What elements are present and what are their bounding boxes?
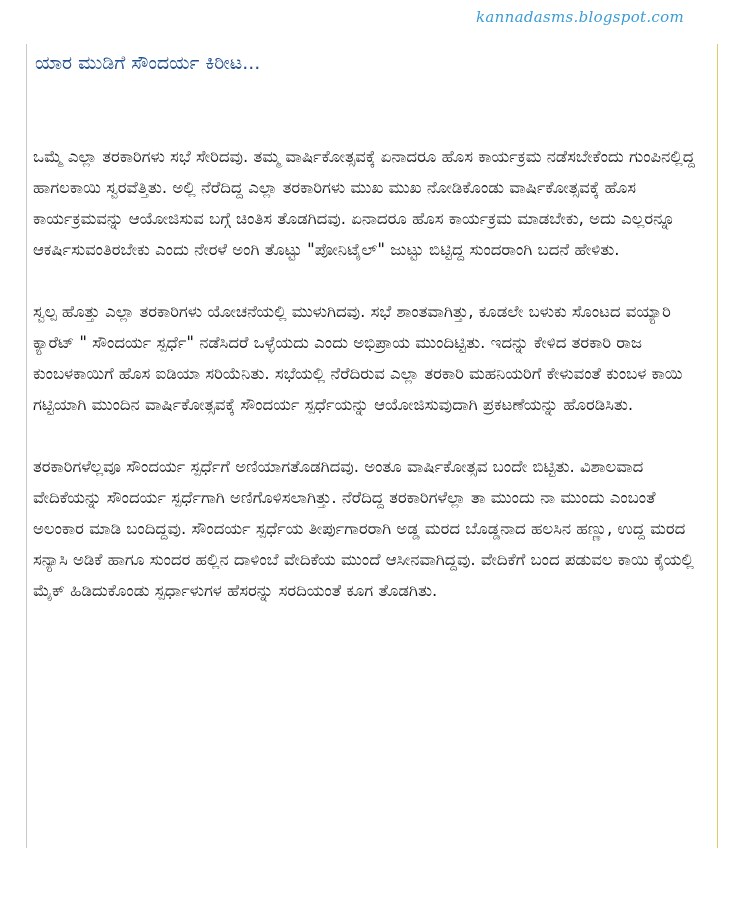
post-container [26, 44, 718, 848]
post-body [33, 141, 709, 637]
post-title: ಯಾರ ಮುಡಿಗೆ ಸೌಂದರ್ಯ ಕಿರೀಟ... [35, 52, 261, 74]
post-paragraph: ಸ್ವಲ್ಪ ಹೊತ್ತು ಎಲ್ಲಾ ತರಕಾರಿಗಳು ಯೋಚನೆಯಲ್ಲಿ ಮುಳುಗಿದವು. ಸಭೆ ಶಾಂತವಾಗಿತ್ತು, ಕೂಡಲೇ ಬಳುಕು ಸೊಂಟದ ವಯ್ಯಾರಿ ಕ್ಯಾರೆಟ್ " ಸೌಂದರ್ಯ ಸ್ಪರ್ಧೆ" ನಡೆಸಿದರೆ ಒಳ್ಳೆಯದು ಎಂದು ಅಭಿಪ್ರಾಯ ಮುಂದಿಟ್ಟಿತು. ಇದನ್ನು ಕೇಳಿದ ತರಕಾರಿ ರಾಜ ಕುಂಬಳಕಾಯಿಗೆ ಹೊಸ ಐಡಿಯಾ ಸರಿಯೆನಿತು. ಸಭೆಯಲ್ಲಿ ನೆರೆದಿರುವ ಎಲ್ಲಾ ತರಕಾರಿ ಮಹನಿಯರಿಗೆ ಕೇಳುವಂತೆ ಕುಂಬಳ ಕಾಯಿ ಗಟ್ಟಿಯಾಗಿ ಮುಂದಿನ ವಾರ್ಷಿಕೋತ್ಸವಕ್ಕೆ ಸೌಂದರ್ಯ ಸ್ಪರ್ಧೆಯನ್ನು ಆಯೋಜಿಸುವುದಾಗಿ ಪ್ರಕಟಣೆಯನ್ನು ಹೊರಡಿಸಿತು. [33, 302, 683, 414]
post-paragraph: ತರಕಾರಿಗಳೆಲ್ಲವೂ ಸೌಂದರ್ಯ ಸ್ಪರ್ಧೆಗೆ ಅಣಿಯಾಗತೊಡಗಿದವು. ಅಂತೂ ವಾರ್ಷಿಕೋತ್ಸವ ಬಂದೇ ಬಿಟ್ಟಿತು. ವಿಶಾಲವಾದ ವೇದಿಕೆಯನ್ನು ಸೌಂದರ್ಯ ಸ್ಪರ್ಧೆಗಾಗಿ ಅಣಿಗೊಳಿಸಲಾಗಿತ್ತು. ನೆರೆದಿದ್ದ ತರಕಾರಿಗಳೆಲ್ಲಾ ತಾ ಮುಂದು ನಾ ಮುಂದು ಎಂಬಂತೆ ಅಲಂಕಾರ ಮಾಡಿ ಬಂದಿದ್ದವು. ಸೌಂದರ್ಯ ಸ್ಪರ್ಧೆಯ ತೀರ್ಪುಗಾರರಾಗಿ ಅಡ್ಡ ಮರದ ಬೊಡ್ಡನಾದ ಹಲಸಿನ ಹಣ್ಣು, ಉದ್ದ ಮರದ ಸನ್ಯಾಸಿ ಅಡಿಕೆ ಹಾಗೂ ಸುಂದರ ಹಲ್ಲಿನ ದಾಳಿಂಬೆ ವೇದಿಕೆಯ ಮುಂದೆ ಆಸೀನವಾಗಿದ್ದವು. ವೇದಿಕೆಗೆ ಬಂದ ಪಡುವಲ ಕಾಯಿ ಕೈಯಲ್ಲಿ ಮೈಕ್ ಹಿಡಿದುಕೊಂಡು ಸ್ಪರ್ಧಾಳುಗಳ ಹೆಸರನ್ನು ಸರದಿಯಂತೆ ಕೂಗ ತೊಡಗಿತು. [33, 457, 694, 600]
blog-watermark: kannadasms.blogspot.com [476, 8, 684, 26]
post-paragraph: ಒಮ್ಮೆ ಎಲ್ಲಾ ತರಕಾರಿಗಳು ಸಭೆ ಸೇರಿದವು. ತಮ್ಮ ವಾರ್ಷಿಕೋತ್ಸವಕ್ಕೆ ಏನಾದರೂ ಹೊಸ ಕಾರ್ಯಕ್ರಮ ನಡೆಸಬೇಕೆಂದು ಗುಂಪಿನಲ್ಲಿದ್ದ ಹಾಗಲಕಾಯಿ ಸ್ವರವೆತ್ತಿತು. ಅಲ್ಲಿ ನೆರೆದಿದ್ದ ಎಲ್ಲಾ ತರಕಾರಿಗಳು ಮುಖ ಮುಖ ನೋಡಿಕೊಂಡು ವಾರ್ಷಿಕೋತ್ಸವಕ್ಕೆ ಹೊಸ ಕಾರ್ಯಕ್ರಮವನ್ನು ಆಯೋಜಿಸುವ ಬಗ್ಗೆ ಚಿಂತಿಸ ತೊಡಗಿದವು. ಏನಾದರೂ ಹೊಸ ಕಾರ್ಯಕ್ರಮ ಮಾಡಬೇಕು, ಅದು ಎಲ್ಲರನ್ನೂ ಆಕರ್ಷಿಸುವಂತಿರಬೇಕು ಎಂದು ನೇರಳೆ ಅಂಗಿ ತೊಟ್ಟು "ಪೋನಿಟೈಲ್" ಜುಟ್ಟು ಬಿಟ್ಟಿದ್ದ ಸುಂದರಾಂಗಿ ಬದನೆ ಹೇಳಿತು. [33, 147, 695, 259]
